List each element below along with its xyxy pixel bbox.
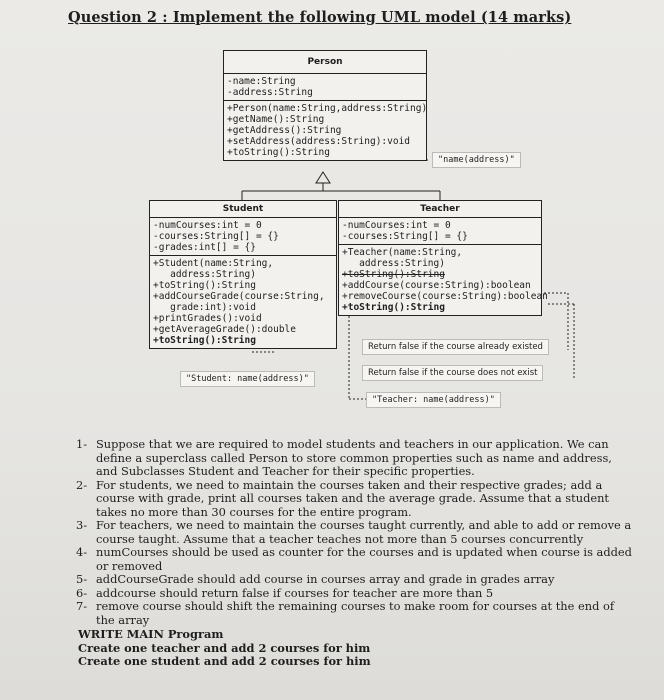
item-number: 6- xyxy=(76,585,88,600)
list-item xyxy=(76,438,632,479)
uml-class-student xyxy=(149,200,337,349)
methods-section xyxy=(150,256,336,348)
item-text: addCourseGrade should add course in courses array and grade in grades array xyxy=(96,572,555,586)
item-number: 2- xyxy=(76,477,88,492)
note-teacher-remove: Return false if the course does not exist xyxy=(362,365,543,381)
note-teacher-tostring: "Teacher: name(address)" xyxy=(366,392,501,408)
item-number: 5- xyxy=(76,572,88,586)
uml-class-person xyxy=(223,50,427,161)
method: +addCourse(course:String):boolean xyxy=(342,280,531,291)
list-item xyxy=(76,600,632,627)
uml-class-teacher xyxy=(338,200,548,316)
class-name: Teacher xyxy=(339,201,541,218)
item-text: For students, we need to maintain the courses taken and their respective grades; add a course with grade, print all courses taken and the average grade. Assume that a student takes no more than 30 courses for the entire program. xyxy=(96,477,610,519)
attribute: -name:String xyxy=(227,76,296,87)
item-text: numCourses should be used as counter for the courses and is updated when course is added or removed xyxy=(96,545,632,573)
methods-section xyxy=(224,101,426,160)
attribute: -courses:String[] = {} xyxy=(153,231,279,242)
method: +toString():String xyxy=(342,269,445,280)
method: +toString():String xyxy=(227,147,330,158)
class-name: Person xyxy=(307,57,343,67)
note-person-tostring: "name(address)" xyxy=(432,152,521,168)
method: +Person(name:String,address:String) xyxy=(227,103,428,114)
requirements-list xyxy=(76,438,632,669)
note-teacher-add: Return false if the course already existed xyxy=(362,339,549,355)
list-item xyxy=(76,519,632,546)
attribute: -address:String xyxy=(227,87,313,98)
item-number: 1- xyxy=(76,437,88,451)
note-student-tostring: "Student: name(address)" xyxy=(180,371,315,387)
attributes-section xyxy=(150,218,336,256)
item-text: Suppose that we are required to model students and teachers in our application. We can define a superclass called Person to store common properties such as name and address, and Subclasses Student and Teacher for their specific properties. xyxy=(96,437,612,478)
method: +removeCourse(course:String):boolean xyxy=(342,291,548,302)
list-item xyxy=(76,587,632,601)
method: address:String) xyxy=(153,269,256,280)
class-name: Student xyxy=(150,201,336,218)
item-text: For teachers, we need to maintain the courses taught currently, and able to add or remove a course taught. Assume that a teacher teaches not more than 5 courses concurrently xyxy=(96,518,632,546)
question-title: Question 2 : Implement the following UML model (14 marks) xyxy=(68,9,572,26)
method: address:String) xyxy=(342,258,445,269)
method: +getAddress():String xyxy=(227,125,342,136)
item-number: 4- xyxy=(76,545,88,559)
attribute: -numCourses:int = 0 xyxy=(342,220,451,231)
main-program-line: Create one teacher and add 2 courses for him xyxy=(78,640,371,655)
method: +Teacher(name:String, xyxy=(342,247,463,258)
main-program-line: Create one student and add 2 courses for him xyxy=(78,654,371,668)
item-number: 3- xyxy=(76,518,88,532)
attribute: -grades:int[] = {} xyxy=(153,242,256,253)
method: grade:int):void xyxy=(153,302,256,313)
list-item xyxy=(76,546,632,573)
list-item xyxy=(76,573,632,587)
attribute: -numCourses:int = 0 xyxy=(153,220,262,231)
method: +getName():String xyxy=(227,114,325,125)
inheritance-arrow xyxy=(316,172,330,183)
method: +Student(name:String, xyxy=(153,258,274,269)
method: +setAddress(address:String):void xyxy=(227,136,411,147)
main-program-heading: WRITE MAIN Program xyxy=(78,627,224,641)
method: +getAverageGrade():double xyxy=(153,324,296,335)
method: +toString():String xyxy=(153,280,256,291)
item-number: 7- xyxy=(76,599,88,613)
list-item xyxy=(76,479,632,520)
method: +addCourseGrade(course:String, xyxy=(153,291,325,302)
attributes-section xyxy=(339,218,541,245)
method: +printGrades():void xyxy=(153,313,262,324)
method: +toString():String xyxy=(342,302,445,313)
item-text: remove course should shift the remaining courses to make room for courses at the end of the array xyxy=(96,599,615,627)
attributes-section xyxy=(224,73,426,101)
method: +toString():String xyxy=(153,335,256,346)
item-text: addcourse should return false if courses for teacher are more than 5 xyxy=(96,585,494,600)
attribute: -courses:String[] = {} xyxy=(342,231,468,242)
methods-section xyxy=(339,245,548,315)
